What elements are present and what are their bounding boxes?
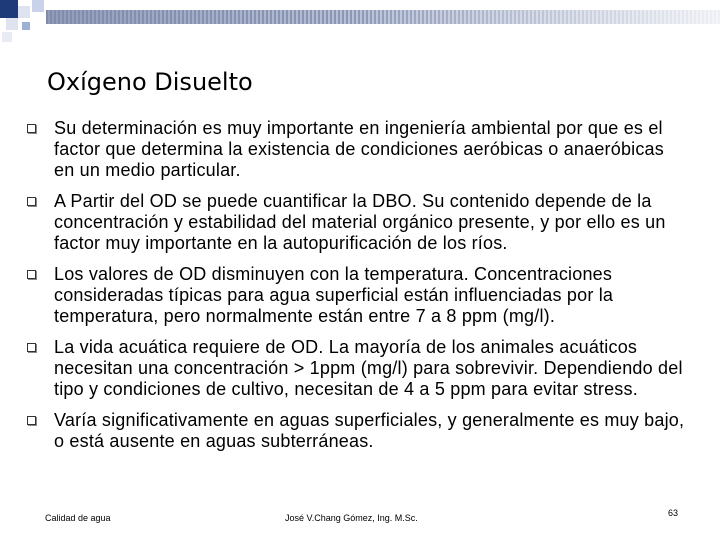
decorative-square <box>22 22 30 30</box>
hollow-square-bullet-icon <box>27 124 36 133</box>
bullet-item <box>24 410 688 452</box>
footer-course-title: Calidad de agua <box>45 513 111 523</box>
footer-author: José V.Chang Gómez, Ing. M.Sc. <box>285 513 418 523</box>
header-gradient-bar <box>46 10 720 24</box>
bullet-text: Su determinación es muy importante en ingeniería ambiental por que es el factor que determina la existencia de condiciones aeróbicas o anaeróbicas en un medio particular. <box>54 118 664 180</box>
page-number: 63 <box>668 508 679 518</box>
decorative-square <box>18 6 30 18</box>
hollow-square-bullet-icon <box>27 270 36 279</box>
bullet-item <box>24 118 688 181</box>
decorative-square <box>2 32 12 42</box>
bullet-item <box>24 191 688 254</box>
bullet-text: A Partir del OD se puede cuantificar la DBO. Su contenido depende de la concentración y estabilidad del material orgánico presente, y por ello es un factor muy importante en la autopurificación de los ríos. <box>54 191 666 253</box>
decorative-square <box>0 0 18 18</box>
hollow-square-bullet-icon <box>27 197 36 206</box>
bullet-list <box>24 118 688 462</box>
bullet-text: Varía significativamente en aguas superficiales, y generalmente es muy bajo, o está ausente en aguas subterráneas. <box>54 410 685 451</box>
decorative-square <box>6 18 18 30</box>
bullet-item <box>24 337 688 400</box>
hollow-square-bullet-icon <box>27 343 36 352</box>
slide-title: Oxígeno Disuelto <box>47 68 253 96</box>
decorative-square <box>32 0 44 12</box>
bullet-text: La vida acuática requiere de OD. La mayoría de los animales acuáticos necesitan una concentración > 1ppm (mg/l) para sobrevivir. Dependiendo del tipo y condiciones de cultivo, necesitan de 4 a 5 ppm para evitar stress. <box>54 337 683 399</box>
bullet-item <box>24 264 688 327</box>
bullet-text: Los valores de OD disminuyen con la temperatura. Concentraciones consideradas típicas para agua superficial están influenciadas por la temperatura, pero normalmente están entre 7 a 8 ppm (mg/l). <box>54 264 614 326</box>
hollow-square-bullet-icon <box>27 416 36 425</box>
